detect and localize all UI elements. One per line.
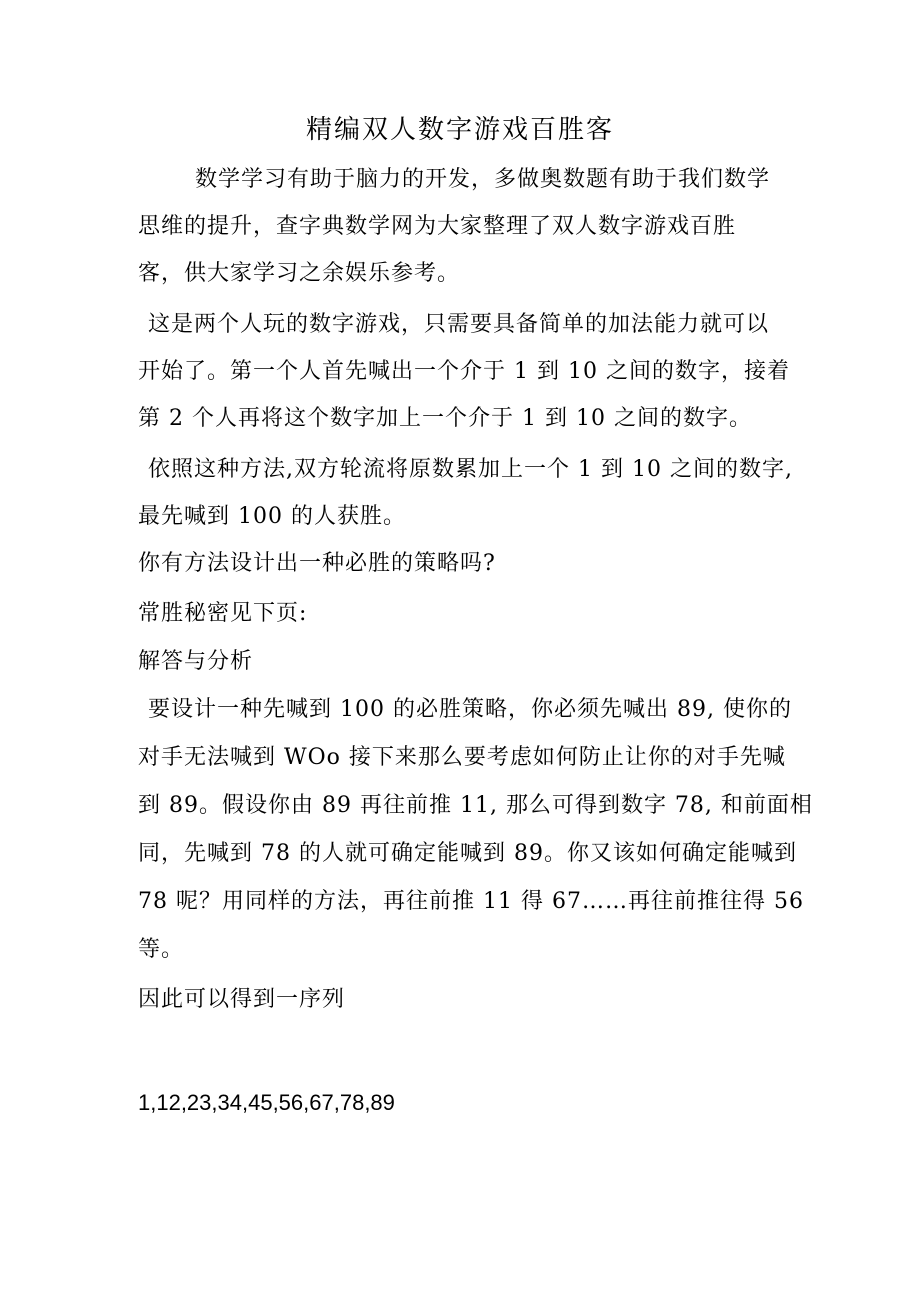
analysis-line-5: 78 呢？用同样的方法，再往前推 11 得 67……再往前推往得 56 <box>138 889 804 914</box>
intro-line-3: 客，供大家学习之余娱乐参考。 <box>138 261 461 286</box>
intro-line-2: 思维的提升，查字典数学网为大家整理了双人数字游戏百胜 <box>138 214 737 239</box>
rules2-line-1: 依照这种方法,双方轮流将原数累加上一个 1 到 10 之间的数字, <box>148 457 793 482</box>
analysis-line-6: 等。 <box>138 937 185 962</box>
analysis-line-1: 要设计一种先喊到 100 的必胜策略，你必须先喊出 89, 使你的 <box>148 697 792 722</box>
question-line: 你有方法设计出一种必胜的策略吗? <box>138 551 496 576</box>
page-title: 精编双人数字游戏百胜客 <box>305 115 614 145</box>
rules-line-1: 这是两个人玩的数字游戏，只需要具备简单的加法能力就可以 <box>148 312 770 337</box>
intro-line-1: 数学学习有助于脑力的开发，多做奥数题有助于我们数学 <box>195 167 771 192</box>
analysis-line-4: 同，先喊到 78 的人就可确定能喊到 89。你又该如何确定能喊到 <box>138 841 797 866</box>
sequence-values: 1,12,23,34,45,56,67,78,89 <box>138 1090 395 1115</box>
rules-line-2: 开始了。第一个人首先喊出一个介于 1 到 10 之间的数字，接着 <box>138 359 790 384</box>
rules2-line-2: 最先喊到 100 的人获胜。 <box>138 504 406 529</box>
answer-heading: 解答与分析 <box>138 649 254 674</box>
sequence-intro: 因此可以得到一序列 <box>138 987 346 1012</box>
analysis-line-2: 对手无法喊到 WOo 接下来那么要考虑如何防止让你的对手先喊 <box>138 745 786 770</box>
secret-line: 常胜秘密见下页: <box>138 601 308 626</box>
rules-line-3: 第 2 个人再将这个数字加上一个介于 1 到 10 之间的数字。 <box>138 406 752 431</box>
analysis-line-3: 到 89。假设你由 89 再往前推 11, 那么可得到数字 78, 和前面相 <box>138 793 813 818</box>
